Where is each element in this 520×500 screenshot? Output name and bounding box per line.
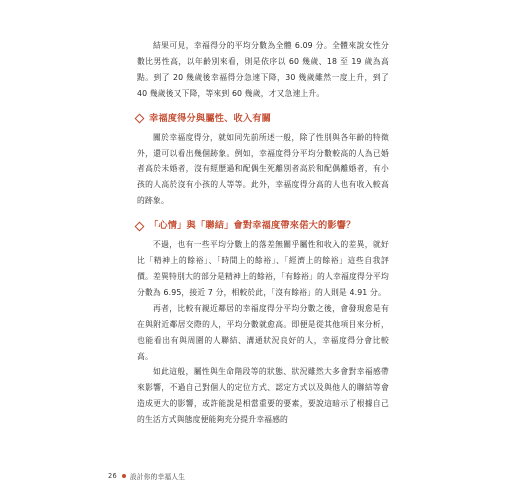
page-number: 26 (108, 472, 117, 480)
spacer (137, 209, 389, 219)
body-paragraph: 關於幸福度得分，就如同先前所述一般，除了性別與各年齡的特徵外，還可以看出幾個跡象。例如，幸福度得分平均分數較高的人為已婚者高於未婚者，沒有經歷過和配偶生死離別者高於和配偶離婚者，有小孩的人高於沒有小孩的人等等。此外，幸福度得分高的人也有收入較高的跡象。 (137, 132, 389, 206)
book-title: 設計你的幸福人生 (130, 473, 186, 481)
section-heading-1-text: 幸福度得分與屬性、收入有關 (149, 112, 272, 124)
page-footer (108, 471, 185, 481)
body-paragraph: 不過，也有一些平均分數上的落差無關乎屬性和收入的差異，就好比「精神上的餘裕」、「時間上的餘裕」、「經濟上的餘裕」這些自我評價。差異特別大的部分是精神上的餘裕，「有餘裕」的人幸福度得分平均分數為 6.95，接近 7 分，相較於此，「沒有餘裕」的人則是 4.91 分。 (137, 240, 389, 297)
body-paragraph: 結果可見，幸福得分的平均分數為全體 6.09 分。全體來說女性分數比男性高，以年齡別來看，則是依序以 60 幾歲、18 至 19 歲為高點。到了 20 幾歲後幸福得分急速下降，30 幾歲雖然一度上升，到了 40 幾歲後又下降，等來到 60 幾歲，才又急速上升。 (137, 41, 389, 98)
body-paragraph: 如此這般，屬性與生命階段等的狀態、狀況雖然大多會對幸福感帶來影響，不過自己對個人的定位方式、認定方式以及與他人的聯結等會造成更大的影響，或許能說是相當重要的要素，要說這暗示了根據自己的生活方式與態度便能夠充分提升幸福感的 (137, 367, 389, 425)
page-body (137, 38, 389, 428)
spacer (137, 102, 389, 112)
diamond-bullet-icon (135, 221, 145, 231)
section-heading-2 (134, 219, 389, 233)
footer-dot-icon (122, 474, 126, 478)
body-paragraph: 再者，比較有親近鄰居的幸福度得分平均分數之後，會發現愈是有在與附近鄰居交際的人，平均分數就愈高。即便是從其他項目來分析，也能看出有與周圍的人聯結、溝通狀況良好的人，幸福度得分會比較高。 (137, 303, 389, 361)
section-heading-2-text: 「心情」與「聯結」會對幸福度帶來偌大的影響？ (149, 220, 356, 232)
section-heading-1 (134, 112, 389, 126)
diamond-bullet-icon (135, 114, 145, 124)
